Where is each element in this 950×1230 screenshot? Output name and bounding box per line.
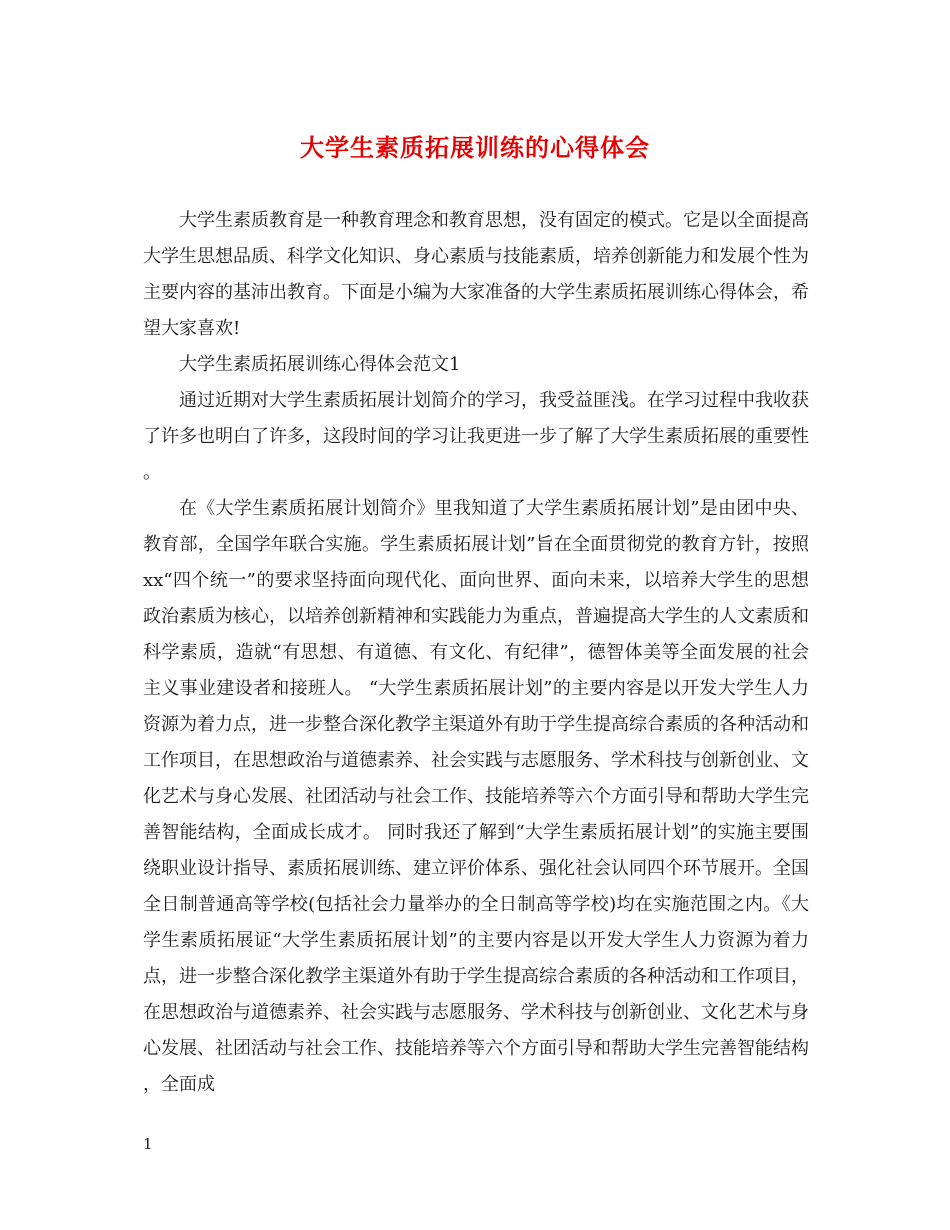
document-body bbox=[143, 203, 809, 1103]
page-number: 1 bbox=[143, 1135, 153, 1153]
body-paragraph-2: 在《大学生素质拓展计划简介》里我知道了大学生素质拓展计划”是由团中央、教育部，全国学年联合实施。学生素质拓展计划”旨在全面贯彻党的教育方针，按照xx“四个统一”的要求坚持面向现代化、面向世界、面向未来，以培养大学生的思想政治素质为核心，以培养创新精神和实践能力为重点，普遍提高大学生的人文素质和科学素质，造就“有思想、有道德、有文化、有纪律”，德智体美等全面发展的社会主义事业建设者和接班人。 “大学生素质拓展计划”的主要内容是以开发大学生人力资源为着力点，进一步整合深化教学主渠道外有助于学生提高综合素质的各种活动和工作项目，在思想政治与道德素养、社会实践与志愿服务、学术科技与创新创业、文化艺术与身心发展、社团活动与社会工作、技能培养等六个方面引导和帮助大学生完善智能结构，全面成长成才。 同时我还了解到“大学生素质拓展计划”的实施主要围绕职业设计指导、素质拓展训练、建立评价体系、强化社会认同四个环节展开。全国全日制普通高等学校(包括社会力量举办的全日制高等学校)均在实施范围之内。《大学生素质拓展证“大学生素质拓展计划”的主要内容是以开发大学生人力资源为着力点，进一步整合深化教学主渠道外有助于学生提高综合素质的各种活动和工作项目，在思想政治与道德素养、社会实践与志愿服务、学术科技与创新创业、文化艺术与身心发展、社团活动与社会工作、技能培养等六个方面引导和帮助大学生完善智能结构，全面成 bbox=[143, 498, 809, 1095]
intro-paragraph: 大学生素质教育是一种教育理念和教育思想，没有固定的模式。它是以全面提高大学生思想品质、科学文化知识、身心素质与技能素质，培养创新能力和发展个性为主要内容的基沛出教育。下面是小编为大家准备的大学生素质拓展训练心得体会，希望大家喜欢! bbox=[143, 210, 809, 339]
document-title: 大学生素质拓展训练的心得体会 bbox=[300, 133, 650, 162]
section-heading: 大学生素质拓展训练心得体会范文1 bbox=[179, 354, 461, 375]
body-paragraph-1: 通过近期对大学生素质拓展计划简介的学习，我受益匪浅。在学习过程中我收获了许多也明白了许多，这段时间的学习让我更进一步了解了大学生素质拓展的重要性。 bbox=[143, 390, 809, 483]
